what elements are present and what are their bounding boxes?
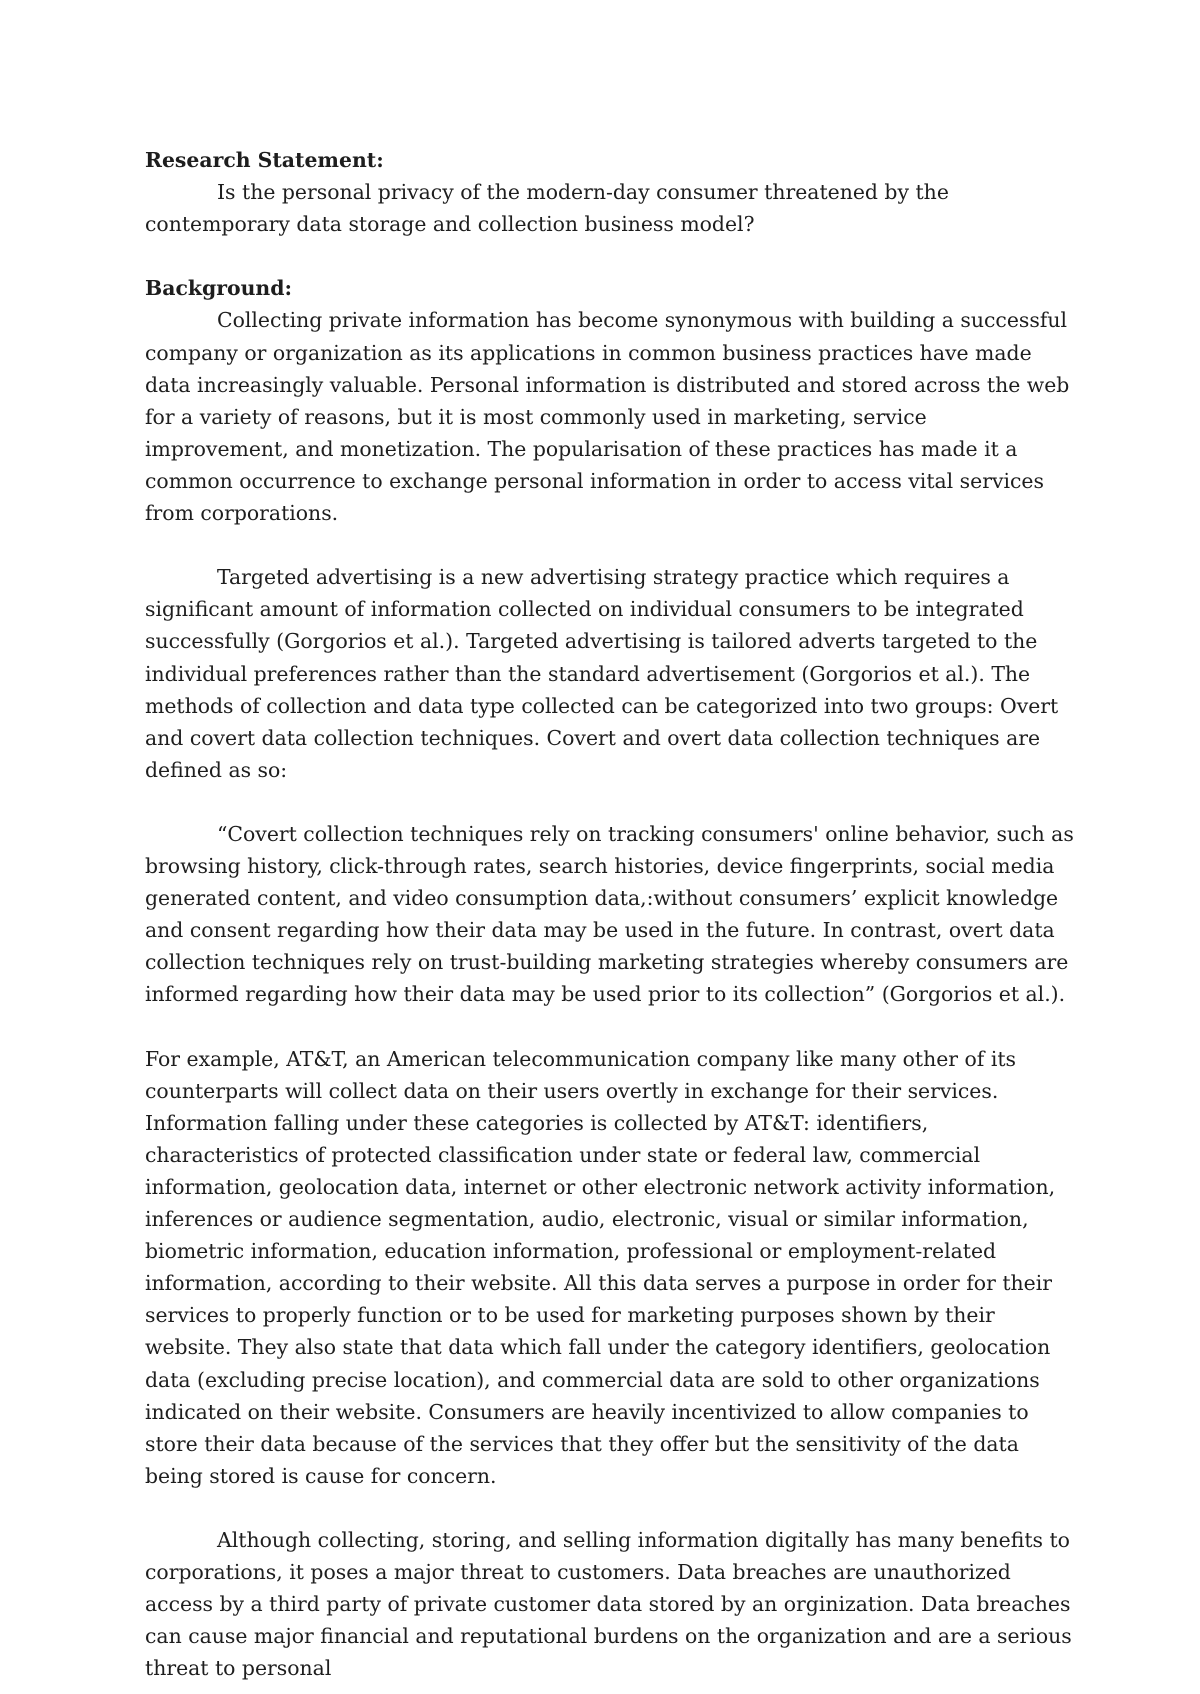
background-paragraph-5: Although collecting, storing, and selling information digitally has many benefits to corporations, it poses a major threat to customers. Data breaches are unauthorized access by a third party of private customer data stored by an orginization. Data breaches can cause major financial and reputational burdens on the organization and are a serious threat to personal [145, 1528, 1072, 1681]
spacer [145, 240, 1075, 272]
block-quote-paragraph: “Covert collection techniques rely on tracking consumers' online behavior, such as browsing history, click-through rates, search histories, device fingerprints, social media generated content, and video consumption data,:without consumers’ explicit knowledge and consent regarding how their data may be used in the future. In contrast, overt data collection techniques rely on trust-building marketing strategies whereby consumers are informed regarding how their data may be used prior to its collection” (Gorgorios et al.). [145, 821, 1074, 1007]
spacer [145, 1492, 1075, 1524]
background-paragraph-2: Targeted advertising is a new advertising strategy practice which requires a significant amount of information collected on individual consumers to be integrated successfully (Gorgorios et al.). Targeted advertising is tailored adverts targeted to the individual preferences rather than the standard advertisement (Gorgorios et al.). The methods of collection and data type collected can be categorized into two groups: Overt and covert data collection techniques. Covert and overt data collection techniques are defined as so: [145, 565, 1059, 782]
spacer [145, 1011, 1075, 1043]
document-body [145, 144, 1075, 1685]
background-heading: Background: [145, 276, 293, 301]
spacer [145, 529, 1075, 561]
background-paragraph-1: Collecting private information has become synonymous with building a successful company or organization as its applications in common business practices have made data increasingly valuable. Personal information is distributed and stored across the web for a variety of reasons, but it is most commonly used in marketing, service improvement, and monetization. The popularisation of these practices has made it a common occurrence to exchange personal information in order to access vital services from corporations. [145, 308, 1070, 526]
spacer [145, 786, 1075, 818]
background-paragraph-4: For example, AT&T, an American telecommunication company like many other of its counterparts will collect data on their users overtly in exchange for their services. Information falling under these categories is collected by AT&T: identifiers, characteristics of protected classification under state or federal law, commercial information, geolocation data, internet or other electronic network activity information, inferences or audience segmentation, audio, electronic, visual or similar information, biometric information, education information, professional or employment-related information, according to their website. All this data serves a purpose in order for their services to properly function or to be used for marketing purposes shown by their website. They also state that data which fall under the category identifiers, geolocation data (excluding precise location), and commercial data are sold to other organizations indicated on their website. Consumers are heavily incentivized to allow companies to store their data because of the services that they offer but the sensitivity of the data being stored is cause for concern. [145, 1046, 1056, 1488]
research-statement-text: Is the personal privacy of the modern-day consumer threatened by the contemporary data storage and collection business model? [145, 180, 949, 237]
research-statement-heading: Research Statement: [145, 148, 384, 172]
